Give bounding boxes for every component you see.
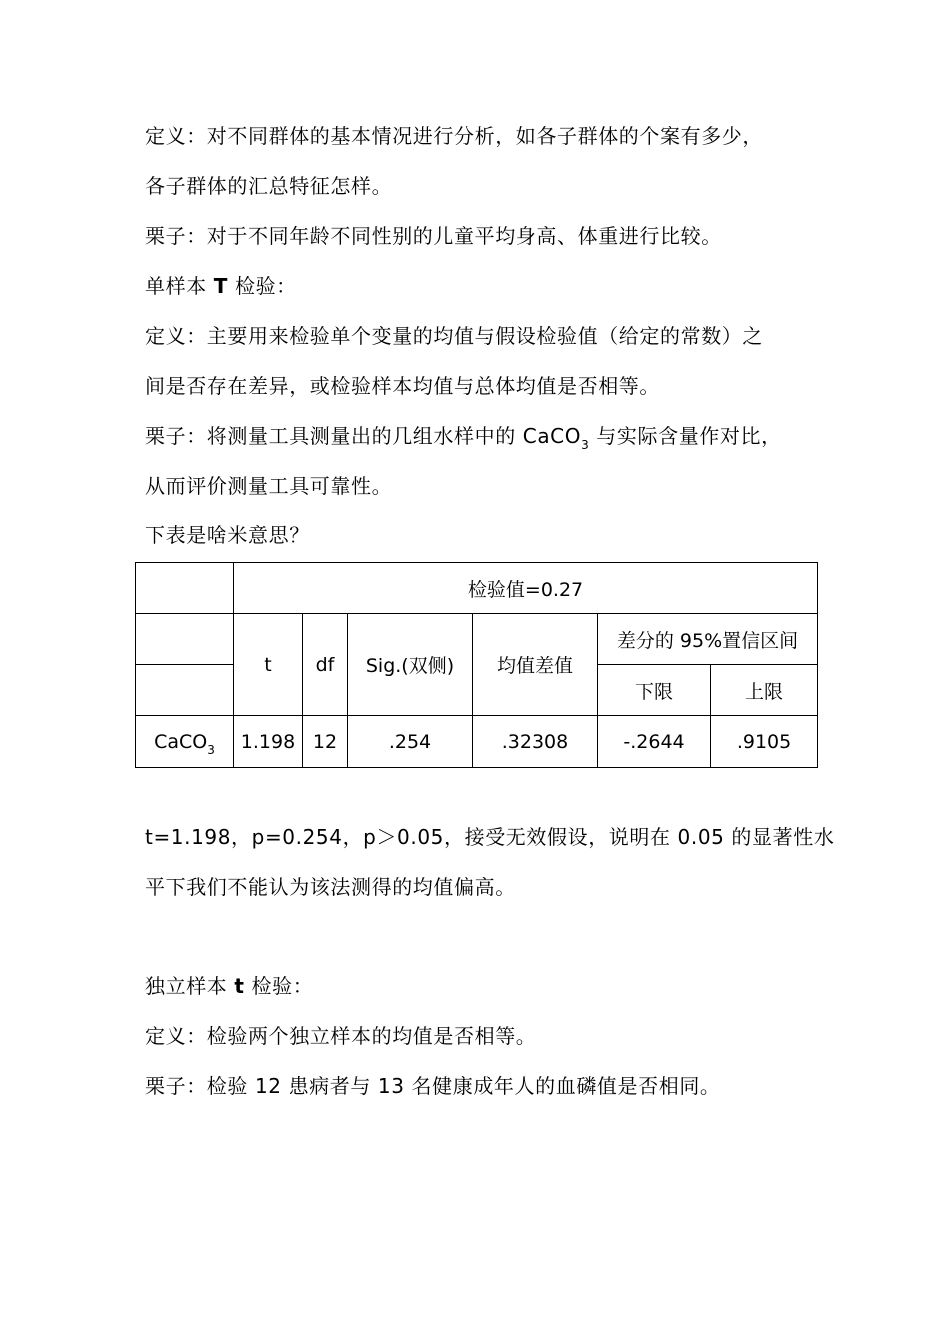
paragraph-definition-1-line-1: 定义：对不同群体的基本情况进行分析，如各子群体的个案有多少， [145,124,763,148]
example-2-subscript: 3 [581,438,590,452]
cell-sig: .254 [348,716,473,768]
paragraph-definition-2-line-2: 间是否存在差异，或检验样本均值与总体均值是否相等。 [145,374,660,398]
table-corner-cell [136,563,234,614]
row-label-text: CaCO [154,730,208,753]
example-2-prefix: 栗子：将测量工具测量出的几组水样中的 CaCO [145,424,582,448]
table-empty-cell [136,614,234,665]
paragraph-example-2-line-1 [145,423,782,452]
heading-suffix: 检验： [228,274,297,298]
heading-bold-t: t [234,974,245,998]
cell-upper: .9105 [711,716,818,768]
heading-one-sample-t-test [145,273,297,299]
one-sample-test-table [135,562,818,768]
paragraph-definition-1-line-2: 各子群体的汇总特征怎样。 [145,174,393,198]
paragraph-example-1: 栗子：对于不同年龄不同性别的儿童平均身高、体重进行比较。 [145,224,722,248]
heading-independent-samples-t-test [145,973,313,999]
cell-t: 1.198 [234,716,303,768]
paragraph-example-3: 栗子：检验 12 患病者与 13 名健康成年人的血磷值是否相同。 [145,1074,721,1098]
paragraph-question: 下表是啥米意思？ [145,523,310,547]
paragraph-example-2-line-2: 从而评价测量工具可靠性。 [145,474,393,498]
heading-prefix: 单样本 [145,274,214,298]
cell-mean-diff: .32308 [473,716,598,768]
column-header-t: t [234,614,303,716]
column-header-sig: Sig.(双侧) [348,614,473,716]
column-header-upper: 上限 [711,665,818,716]
cell-lower: -.2644 [598,716,711,768]
column-header-mean-diff: 均值差值 [473,614,598,716]
table-empty-cell [136,665,234,716]
paragraph-definition-3: 定义：检验两个独立样本的均值是否相等。 [145,1024,537,1048]
paragraph-result-line-1: t=1.198，p=0.254，p＞0.05，接受无效假设，说明在 0.05 的显著性水 [145,825,835,849]
cell-df: 12 [303,716,348,768]
example-2-suffix: 与实际含量作对比， [589,424,782,448]
heading-bold-t: T [213,274,229,298]
paragraph-result-line-2: 平下我们不能认为该法测得的均值偏高。 [145,875,516,899]
column-header-confidence-interval: 差分的 95%置信区间 [598,614,818,665]
heading-prefix: 独立样本 [145,974,235,998]
row-label-subscript: 3 [207,742,215,757]
row-label-caco3 [136,716,234,768]
column-header-lower: 下限 [598,665,711,716]
test-value-header: 检验值=0.27 [234,563,818,614]
heading-suffix: 检验： [244,974,314,998]
table-row [136,716,818,768]
column-header-df: df [303,614,348,716]
paragraph-definition-2-line-1: 定义：主要用来检验单个变量的均值与假设检验值（给定的常数）之 [145,324,763,348]
